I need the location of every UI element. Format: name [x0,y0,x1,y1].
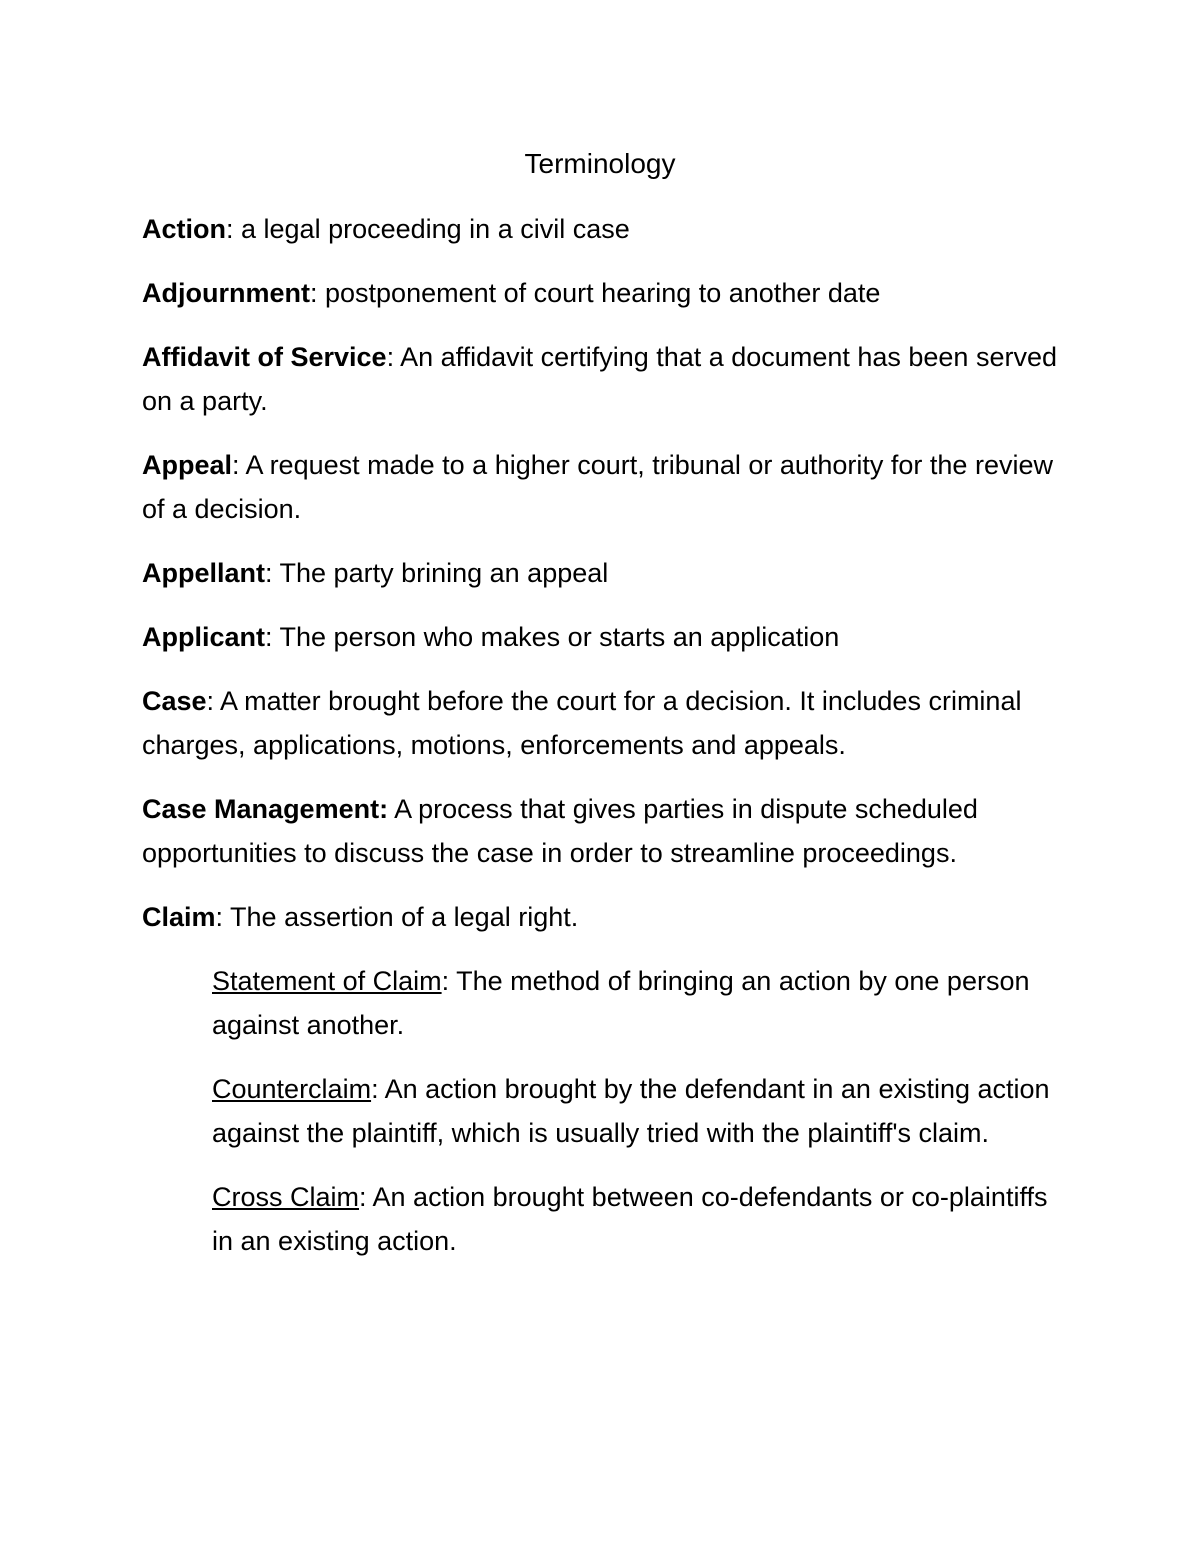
glossary-entry-applicant [142,615,1062,659]
glossary-entry-affidavit-of-service [142,335,1062,423]
term-definition: : A request made to a higher court, tribunal or authority for the review of a decision. [142,450,1053,524]
term-definition: : An affidavit certifying that a document has been served on a party. [142,342,1057,416]
term-definition: : A matter brought before the court for a decision. It includes criminal charges, applications, motions, enforcements and appeals. [142,686,1022,760]
term-label: Claim [142,902,216,932]
term-label: Appeal [142,450,233,480]
page-title: Terminology [524,148,676,179]
subterm-label: Statement of Claim [212,966,442,996]
subterm-definition: : The method of bringing an action by one person against another. [212,966,1030,1040]
subterm-definition: : An action brought by the defendant in an existing action against the plaintiff, which is usually tried with the plaintiff's claim. [212,1074,1050,1148]
term-label: Case Management: [142,794,389,824]
term-label: Applicant [142,622,266,652]
glossary-entry-appeal [142,443,1062,531]
term-definition: : The assertion of a legal right. [215,902,579,932]
glossary-entry-claim [142,895,1062,939]
glossary-entry-case [142,679,1062,767]
glossary-entry-appellant [142,551,1062,595]
term-definition: : The party brining an appeal [265,558,609,588]
glossary-subentry-statement-of-claim [212,959,1062,1047]
glossary-entry-case-management [142,787,1062,875]
term-label: Appellant [142,558,266,588]
subterm-label: Cross Claim [212,1182,360,1212]
glossary-subentry-cross-claim [212,1175,1062,1263]
term-definition: : postponement of court hearing to another date [310,278,881,308]
term-label: Adjournment [142,278,310,308]
term-label: Affidavit of Service [142,342,387,372]
term-definition: : a legal proceeding in a civil case [226,214,630,244]
subterm-definition: : An action brought between co-defendants or co-plaintiffs in an existing action. [212,1182,1048,1256]
term-definition: : The person who makes or starts an application [265,622,840,652]
subterm-label: Counterclaim [212,1074,372,1104]
glossary-subentry-counterclaim [212,1067,1062,1155]
term-definition: A process that gives parties in dispute scheduled opportunities to discuss the case in order to streamline proceedings. [142,794,978,868]
glossary-entry-adjournment [142,271,1062,315]
glossary-list [142,207,1062,1283]
term-label: Case [142,686,207,716]
term-label: Action [142,214,226,244]
glossary-entry-action [142,207,1062,251]
